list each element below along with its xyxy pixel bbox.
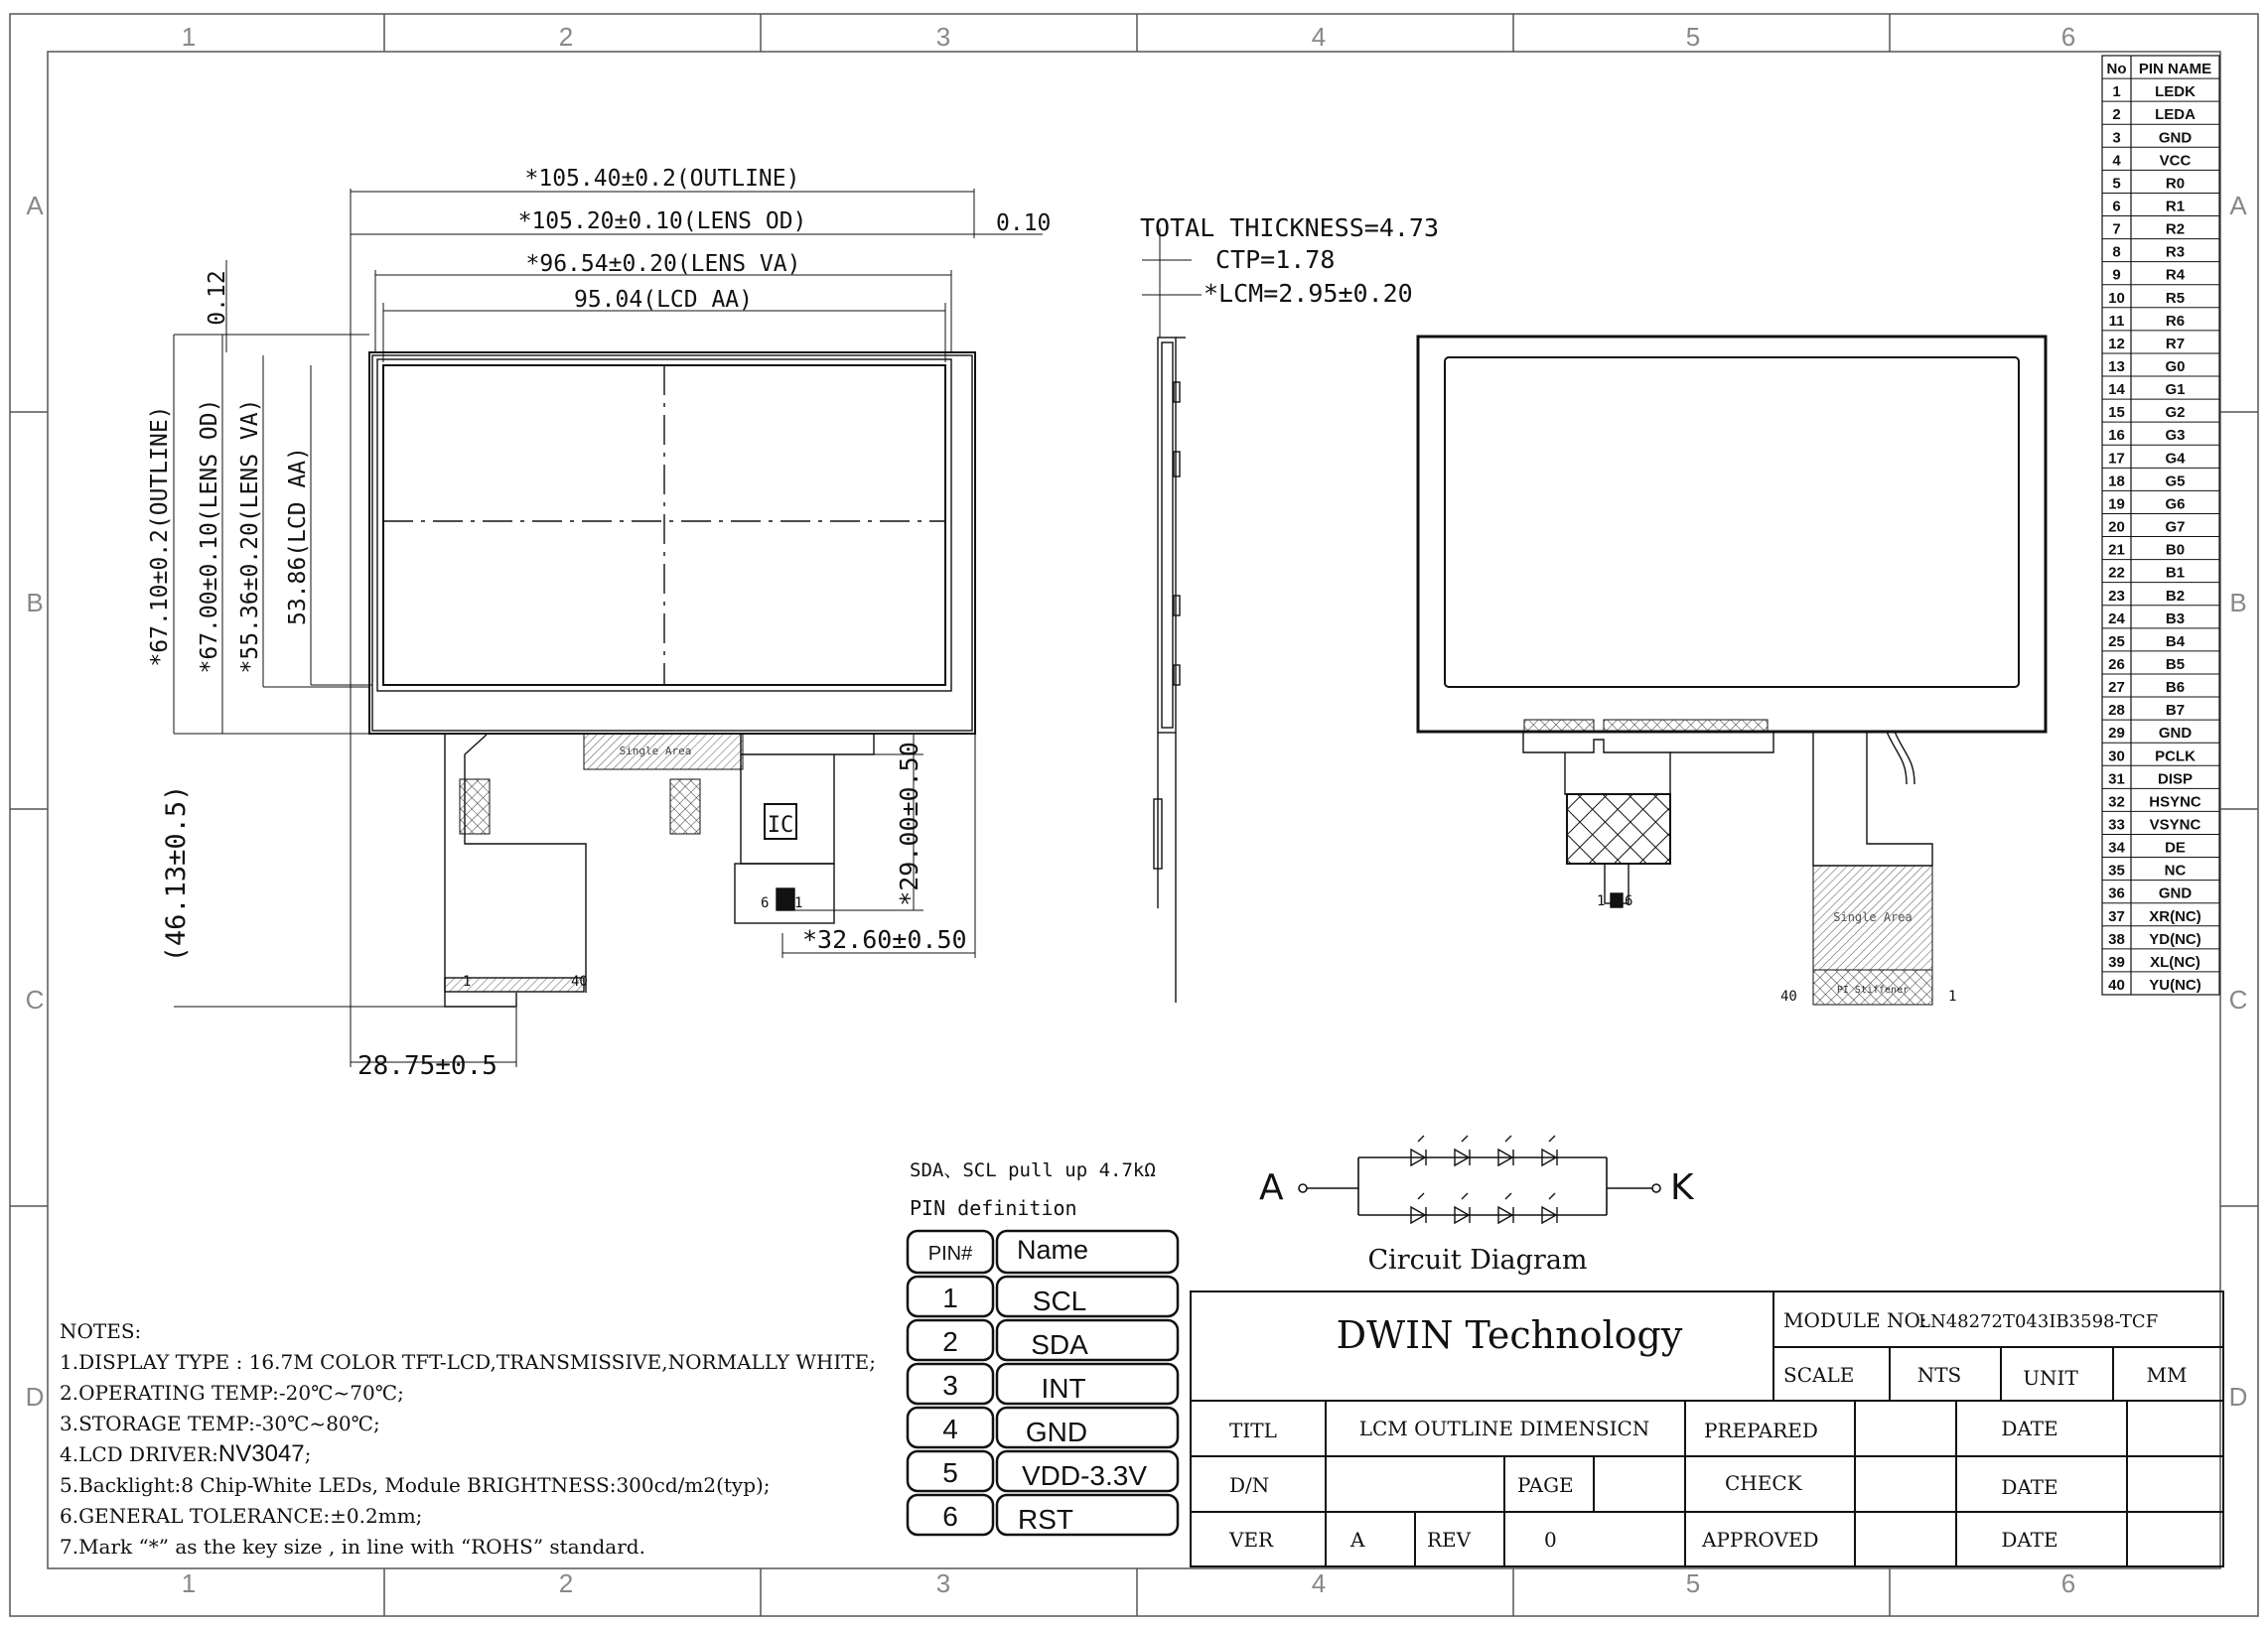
row-label: A bbox=[26, 191, 44, 220]
pin-table-no: 22 bbox=[2108, 564, 2125, 582]
pin-table-name: B1 bbox=[2165, 564, 2186, 582]
back-conn-pin1-label: 1 bbox=[1597, 893, 1606, 909]
title-value: LCM OUTLINE DIMENSICN bbox=[1358, 1417, 1650, 1440]
rev-label: REV bbox=[1427, 1528, 1472, 1552]
ctp-pin-name: SCL bbox=[1032, 1286, 1087, 1316]
pin-table-name: G3 bbox=[2165, 427, 2186, 445]
col-label: 1 bbox=[181, 22, 197, 52]
dim-offset: 0.10 bbox=[996, 210, 1052, 236]
dim-lcd-aa-height: 53.86(LCD AA) bbox=[285, 446, 311, 626]
lcm-thickness: *LCM=2.95±0.20 bbox=[1204, 279, 1413, 308]
pin-table-no: 14 bbox=[2108, 381, 2125, 399]
prepared-label: PREPARED bbox=[1704, 1419, 1818, 1442]
ver-value: A bbox=[1350, 1528, 1365, 1552]
pin-table-no: 36 bbox=[2108, 884, 2125, 902]
pin-table-name: YD(NC) bbox=[2149, 930, 2201, 948]
row-label: A bbox=[2229, 191, 2247, 220]
dim-fpc-length: (46.13±0.5) bbox=[161, 784, 192, 963]
pin-table-no: 32 bbox=[2108, 793, 2125, 811]
unit-value: MM bbox=[2146, 1363, 2188, 1387]
circuit-caption: Circuit Diagram bbox=[1367, 1245, 1588, 1276]
pin-table-name: R1 bbox=[2165, 198, 2186, 215]
pin-table-name: R4 bbox=[2165, 266, 2186, 284]
anode-label: A bbox=[1259, 1167, 1284, 1208]
titl-label: TITL bbox=[1229, 1419, 1277, 1442]
pin-table-no: 10 bbox=[2108, 289, 2125, 307]
pin-table-name: PCLK bbox=[2155, 747, 2196, 765]
dim-29: *29.00±0.50 bbox=[895, 742, 923, 906]
dim-fpc-offset: 28.75±0.5 bbox=[357, 1051, 497, 1081]
company-name: DWIN Technology bbox=[1336, 1313, 1683, 1357]
rev-value: 0 bbox=[1544, 1528, 1557, 1552]
ctp-pin-name: RST bbox=[1018, 1504, 1073, 1535]
pin-table-no: 11 bbox=[2108, 312, 2125, 330]
ctp-pin-no: 4 bbox=[942, 1414, 958, 1444]
col-label: 2 bbox=[558, 1568, 574, 1598]
row-label: B bbox=[2229, 588, 2247, 617]
pin-table-no: 35 bbox=[2108, 862, 2125, 880]
pin-table-name: YU(NC) bbox=[2149, 977, 2201, 994]
dim-lens-va-width: *96.54±0.20(LENS VA) bbox=[525, 251, 801, 277]
pin-table-no: 24 bbox=[2108, 610, 2125, 627]
pin-table-no: 23 bbox=[2108, 587, 2125, 605]
row-label: C bbox=[25, 985, 45, 1015]
dim-32: *32.60±0.50 bbox=[802, 925, 967, 954]
pin-table-no: 8 bbox=[2112, 243, 2121, 261]
pin-table-name: GND bbox=[2158, 725, 2193, 743]
pin-table-no: 5 bbox=[2112, 175, 2121, 193]
pin-table-name: XL(NC) bbox=[2150, 953, 2200, 971]
ic-pin1-label: 1 bbox=[794, 895, 803, 911]
dim-lcd-aa-width: 95.04(LCD AA) bbox=[573, 287, 754, 313]
pin-table-name: B4 bbox=[2165, 632, 2186, 650]
pin-table-name: R6 bbox=[2165, 312, 2186, 330]
pin-table-no: 31 bbox=[2108, 770, 2125, 788]
pin-table-name: VCC bbox=[2159, 152, 2192, 170]
dim-012: 0.12 bbox=[205, 270, 230, 326]
pin-table-name: G6 bbox=[2165, 495, 2186, 513]
ver-label: VER bbox=[1229, 1528, 1274, 1552]
pin-table-name: R7 bbox=[2165, 335, 2186, 352]
cathode-label: K bbox=[1670, 1167, 1694, 1208]
back-view bbox=[1418, 337, 2046, 1005]
pin-table-no: 25 bbox=[2108, 632, 2125, 650]
col-label: 5 bbox=[1685, 1568, 1701, 1598]
ic-pin6-label: 6 bbox=[761, 895, 770, 911]
pin-table-name: R5 bbox=[2165, 289, 2186, 307]
pin-table-no: 6 bbox=[2112, 198, 2121, 215]
pin-table-name: DISP bbox=[2157, 770, 2194, 788]
pin-table-name: G2 bbox=[2165, 404, 2186, 422]
note-line: 1.DISPLAY TYPE : 16.7M COLOR TFT-LCD,TRANSMISSIVE,NORMALLY WHITE; bbox=[60, 1350, 876, 1374]
pin-table-no: 33 bbox=[2108, 816, 2125, 834]
pin-table-no: 2 bbox=[2112, 106, 2121, 124]
pin-definition-title: PIN definition bbox=[910, 1196, 1077, 1220]
single-area-label: Single Area bbox=[619, 745, 692, 757]
back-single-area-label: Single Area bbox=[1833, 910, 1913, 924]
pin-table-name: B7 bbox=[2165, 702, 2186, 720]
pin-table-no: 19 bbox=[2108, 495, 2125, 513]
pin-table-name: R0 bbox=[2165, 175, 2186, 193]
pin-table-no: 37 bbox=[2108, 907, 2125, 925]
ctp-thickness: CTP=1.78 bbox=[1215, 245, 1336, 274]
back-pin1-label: 1 bbox=[1948, 989, 1957, 1005]
pin-table-name: GND bbox=[2158, 129, 2193, 147]
back-stiffener-label: PI Stiffener bbox=[1836, 985, 1910, 996]
pin-table-name: B0 bbox=[2165, 541, 2186, 559]
note-line-driver: 4.LCD DRIVER:NV3047; bbox=[60, 1440, 312, 1467]
pin-table-no: 40 bbox=[2108, 977, 2125, 994]
pin-table-no: 9 bbox=[2112, 266, 2121, 284]
note-line: 5.Backlight:8 Chip-White LEDs, Module BRIGHTNESS:300cd/m2(typ); bbox=[60, 1473, 771, 1497]
col-label: 6 bbox=[2060, 22, 2076, 52]
pin-table-no: 7 bbox=[2112, 220, 2121, 238]
back-conn-pin6-label: 6 bbox=[1625, 893, 1633, 909]
approved-label: APPROVED bbox=[1702, 1528, 1819, 1552]
module-no-label: MODULE NO: bbox=[1783, 1308, 1927, 1332]
pin-table-no: 12 bbox=[2108, 335, 2125, 352]
ctp-pin-name: INT bbox=[1041, 1373, 1086, 1404]
pin-table-name: G1 bbox=[2165, 381, 2186, 399]
dim-outline-width: *105.40±0.2(OUTLINE) bbox=[524, 166, 800, 192]
col-label: 3 bbox=[935, 1568, 951, 1598]
pin-table-name: G7 bbox=[2165, 518, 2186, 536]
ctp-pin-no: 1 bbox=[942, 1283, 958, 1313]
scale-value: NTS bbox=[1916, 1363, 1962, 1387]
date-label: DATE bbox=[2001, 1475, 2058, 1499]
pin-table-name: G5 bbox=[2165, 473, 2186, 490]
pin-table-no: 39 bbox=[2108, 953, 2125, 971]
led-array bbox=[1411, 1136, 1557, 1223]
dn-label: D/N bbox=[1229, 1473, 1270, 1497]
dim-outline-height: *67.10±0.2(OUTLINE) bbox=[147, 405, 173, 667]
pin-table-name: R3 bbox=[2165, 243, 2186, 261]
col-label: 5 bbox=[1685, 22, 1701, 52]
ctp-pin-no: 5 bbox=[942, 1457, 958, 1488]
date-label: DATE bbox=[2001, 1528, 2058, 1552]
check-label: CHECK bbox=[1725, 1471, 1802, 1495]
col-label: 3 bbox=[935, 22, 951, 52]
pin-table-no: 34 bbox=[2108, 839, 2125, 857]
note-line: 6.GENERAL TOLERANCE:±0.2mm; bbox=[60, 1504, 423, 1528]
ctp-pin-no: 2 bbox=[942, 1326, 958, 1357]
pin-table-no: 4 bbox=[2112, 152, 2121, 170]
note-line: 3.STORAGE TEMP:-30℃~80℃; bbox=[60, 1412, 380, 1435]
row-label: D bbox=[25, 1382, 45, 1412]
pin-table-name: LEDK bbox=[2155, 83, 2196, 101]
pin-table-name: HSYNC bbox=[2149, 793, 2201, 811]
col-label: 6 bbox=[2060, 1568, 2076, 1598]
module-no: LN48272T043IB3598-TCF bbox=[1918, 1311, 2159, 1332]
pin-table-name: B2 bbox=[2165, 587, 2186, 605]
dim-lens-va-height: *55.36±0.20(LENS VA) bbox=[237, 398, 263, 674]
pin-table-name: B6 bbox=[2165, 679, 2186, 697]
circuit-diagram bbox=[1299, 1136, 1660, 1223]
fpc-pin1-label: 1 bbox=[463, 974, 472, 990]
ctp-pin-name: VDD-3.3V bbox=[1021, 1460, 1148, 1491]
col-label: 2 bbox=[558, 22, 574, 52]
pin-table-name: VSYNC bbox=[2149, 816, 2201, 834]
pin-table-no: 26 bbox=[2108, 655, 2125, 673]
fpc-pin40-label: 40 bbox=[571, 974, 588, 990]
pin-table-no: 29 bbox=[2108, 725, 2125, 743]
ctp-header-pin: PIN# bbox=[927, 1243, 973, 1265]
back-pin40-label: 40 bbox=[1780, 989, 1797, 1005]
date-label: DATE bbox=[2001, 1417, 2058, 1440]
ctp-pin-name: SDA bbox=[1031, 1329, 1088, 1360]
pin-table-name: XR(NC) bbox=[2149, 907, 2201, 925]
pin-table-no: 16 bbox=[2108, 427, 2125, 445]
pin-table bbox=[2102, 56, 2219, 995]
dim-lens-od-height: *67.00±0.10(LENS OD) bbox=[197, 398, 222, 674]
pin-table-no: 28 bbox=[2108, 702, 2125, 720]
pin-table-no: 20 bbox=[2108, 518, 2125, 536]
pin-table-name: B5 bbox=[2165, 655, 2186, 673]
col-label: 1 bbox=[181, 1568, 197, 1598]
pin-table-no: 18 bbox=[2108, 473, 2125, 490]
pin-table-no: 21 bbox=[2108, 541, 2125, 559]
page-label: PAGE bbox=[1517, 1473, 1574, 1497]
pin-table-name: NC bbox=[2164, 862, 2187, 880]
ctp-pin-no: 3 bbox=[942, 1370, 958, 1401]
pin-table-name: LEDA bbox=[2155, 106, 2196, 124]
side-view bbox=[1142, 228, 1202, 1003]
notes-title: NOTES: bbox=[60, 1319, 142, 1343]
pin-table-name: B3 bbox=[2165, 610, 2186, 627]
pullup-note: SDA、SCL pull up 4.7kΩ bbox=[910, 1159, 1156, 1181]
ctp-pin-no: 6 bbox=[942, 1501, 958, 1532]
unit-label: UNIT bbox=[2023, 1366, 2078, 1390]
pin-table-no: 1 bbox=[2112, 83, 2121, 101]
note-line: 2.OPERATING TEMP:-20℃~70℃; bbox=[60, 1381, 404, 1405]
pin-table-name: G0 bbox=[2165, 358, 2186, 376]
row-label: B bbox=[26, 588, 44, 617]
pin-table-no: 17 bbox=[2108, 450, 2125, 468]
ctp-header-name: Name bbox=[1016, 1235, 1089, 1265]
total-thickness: TOTAL THICKNESS=4.73 bbox=[1140, 213, 1440, 242]
pin-table-no: 3 bbox=[2112, 129, 2121, 147]
pin-table-name: GND bbox=[2158, 884, 2193, 902]
ctp-pin-name: GND bbox=[1025, 1417, 1088, 1447]
pin-table-name: G4 bbox=[2165, 450, 2186, 468]
pin-table-no: 27 bbox=[2108, 679, 2125, 697]
pin-table-name: R2 bbox=[2165, 220, 2186, 238]
pin-table-no: 38 bbox=[2108, 930, 2125, 948]
pin-table-header-name: PIN NAME bbox=[2138, 61, 2212, 78]
note-line: 7.Mark “*” as the key size , in line with “ROHS” standard. bbox=[60, 1535, 645, 1559]
row-label: D bbox=[2228, 1382, 2248, 1412]
pin-table-no: 30 bbox=[2108, 747, 2125, 765]
pin-table-no: 15 bbox=[2108, 404, 2125, 422]
col-label: 4 bbox=[1311, 22, 1327, 52]
scale-label: SCALE bbox=[1783, 1363, 1855, 1387]
pin-table-name: DE bbox=[2165, 839, 2186, 857]
pin-table-no: 13 bbox=[2108, 358, 2125, 376]
dim-lens-od-width: *105.20±0.10(LENS OD) bbox=[517, 208, 807, 234]
ic-label: IC bbox=[767, 813, 794, 838]
col-label: 4 bbox=[1311, 1568, 1327, 1598]
pin-table-header-no: No bbox=[2106, 61, 2127, 78]
row-label: C bbox=[2228, 985, 2248, 1015]
